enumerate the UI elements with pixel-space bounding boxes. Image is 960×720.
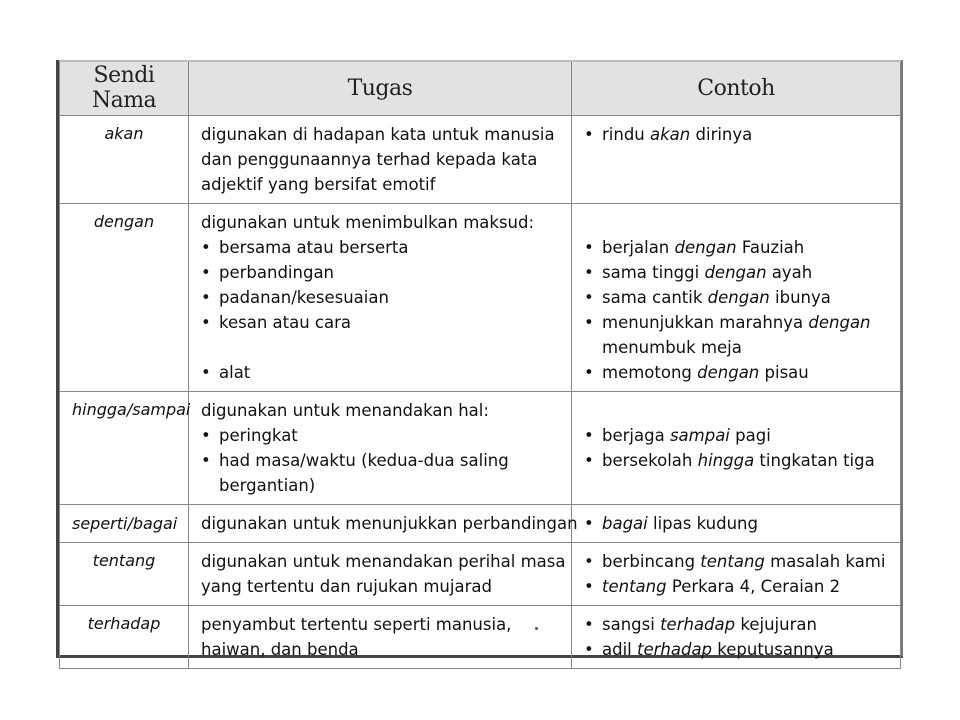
tugas-cell: [189, 504, 578, 542]
tugas-continuation: bergantian): [219, 475, 316, 495]
bullet-icon: •: [201, 450, 211, 470]
tugas-cell: [189, 391, 572, 504]
contoh-item: • rindu akan dirinya: [584, 122, 888, 147]
header-row: [60, 61, 901, 115]
contoh-item: • sangsi terhadap kejujuran: [584, 612, 888, 637]
bullet-icon: •: [201, 362, 211, 382]
contoh-item: • adil terhadap keputusannya: [584, 637, 888, 662]
bullet-icon: •: [584, 262, 594, 282]
tugas-cell: [189, 542, 572, 605]
contoh-cell: [572, 504, 901, 542]
contoh-cell: [572, 203, 901, 391]
tugas-item: • bersama atau berserta: [201, 235, 559, 260]
table-row: [60, 542, 901, 605]
contoh-cell: [572, 391, 901, 504]
table-row: [60, 605, 901, 668]
tugas-line: penyambut tertentu seperti manusia,: [201, 614, 512, 634]
bullet-icon: •: [584, 450, 594, 470]
bullet-icon: •: [584, 576, 594, 596]
bullet-icon: •: [201, 287, 211, 307]
bullet-icon: •: [584, 425, 594, 445]
contoh-item: • berbincang tentang masalah kami: [584, 549, 888, 574]
tugas-cell: [189, 203, 572, 391]
sendi-nama-table: [56, 60, 903, 658]
contoh-cell: [572, 542, 901, 605]
bullet-icon: •: [584, 551, 594, 571]
contoh-item: • berjaga sampai pagi: [584, 423, 888, 448]
sendi-name: seperti/bagai: [60, 504, 189, 542]
tugas-line: yang tertentu dan rujukan mujarad: [201, 576, 492, 596]
header-contoh: Contoh: [572, 61, 901, 115]
contoh-item: • menunjukkan marahnya dengan: [584, 310, 888, 335]
bullet-icon: •: [201, 312, 211, 332]
table-row: [60, 203, 901, 391]
tugas-item: • perbandingan: [201, 260, 559, 285]
sendi-name: tentang: [60, 542, 189, 605]
contoh-item: • tentang Perkara 4, Ceraian 2: [584, 574, 888, 599]
bullet-icon: •: [584, 614, 594, 634]
tugas-item: • padanan/kesesuaian: [201, 285, 559, 310]
table-row: [60, 504, 901, 542]
contoh-item: • bagai lipas kudung: [584, 511, 888, 536]
tugas-item: • peringkat: [201, 423, 559, 448]
tugas-line: haiwan, dan benda: [201, 639, 359, 659]
bullet-icon: •: [584, 287, 594, 307]
bullet-icon: •: [584, 513, 594, 533]
contoh-item: • sama cantik dengan ibunya: [584, 285, 888, 310]
tugas-cell: [189, 605, 572, 668]
tugas-line: digunakan di hadapan kata untuk manusia: [201, 124, 555, 144]
scan-speck: [535, 627, 538, 630]
bullet-icon: •: [584, 639, 594, 659]
tugas-line: digunakan untuk menandakan perihal masa: [201, 551, 566, 571]
contoh-cell: [572, 115, 901, 203]
header-tugas: Tugas: [189, 61, 572, 115]
contoh-item: • sama tinggi dengan ayah: [584, 260, 888, 285]
bullet-icon: •: [201, 262, 211, 282]
table: [59, 60, 901, 669]
contoh-item: • bersekolah hingga tingkatan tiga: [584, 448, 888, 473]
sendi-name: dengan: [60, 203, 189, 391]
sendi-name: terhadap: [60, 605, 189, 668]
bullet-icon: •: [584, 312, 594, 332]
bullet-icon: •: [201, 237, 211, 257]
bullet-icon: •: [584, 124, 594, 144]
contoh-cell: [572, 605, 901, 668]
tugas-line: digunakan untuk menimbulkan maksud:: [201, 212, 535, 232]
contoh-item: • memotong dengan pisau: [584, 360, 888, 385]
table-row: [60, 115, 901, 203]
table-row: [60, 391, 901, 504]
sendi-name: hingga/sampai: [60, 391, 189, 504]
contoh-continuation: menumbuk meja: [602, 337, 742, 357]
bullet-icon: •: [201, 425, 211, 445]
bullet-icon: •: [584, 237, 594, 257]
tugas-item: • alat: [201, 360, 559, 385]
tugas-cell: [189, 115, 572, 203]
tugas-line: dan penggunaannya terhad kepada kata: [201, 149, 538, 169]
tugas-item: • kesan atau cara: [201, 310, 559, 335]
header-sendi-nama: Sendi Nama: [60, 61, 189, 115]
tugas-line: digunakan untuk menandakan hal:: [201, 400, 489, 420]
tugas-line: adjektif yang bersifat emotif: [201, 174, 436, 194]
tugas-item: • had masa/waktu (kedua-dua saling: [201, 448, 559, 473]
contoh-item: • berjalan dengan Fauziah: [584, 235, 888, 260]
bullet-icon: •: [584, 362, 594, 382]
sendi-name: akan: [60, 115, 189, 203]
tugas-line: digunakan untuk menunjukkan perbandingan: [201, 513, 578, 533]
